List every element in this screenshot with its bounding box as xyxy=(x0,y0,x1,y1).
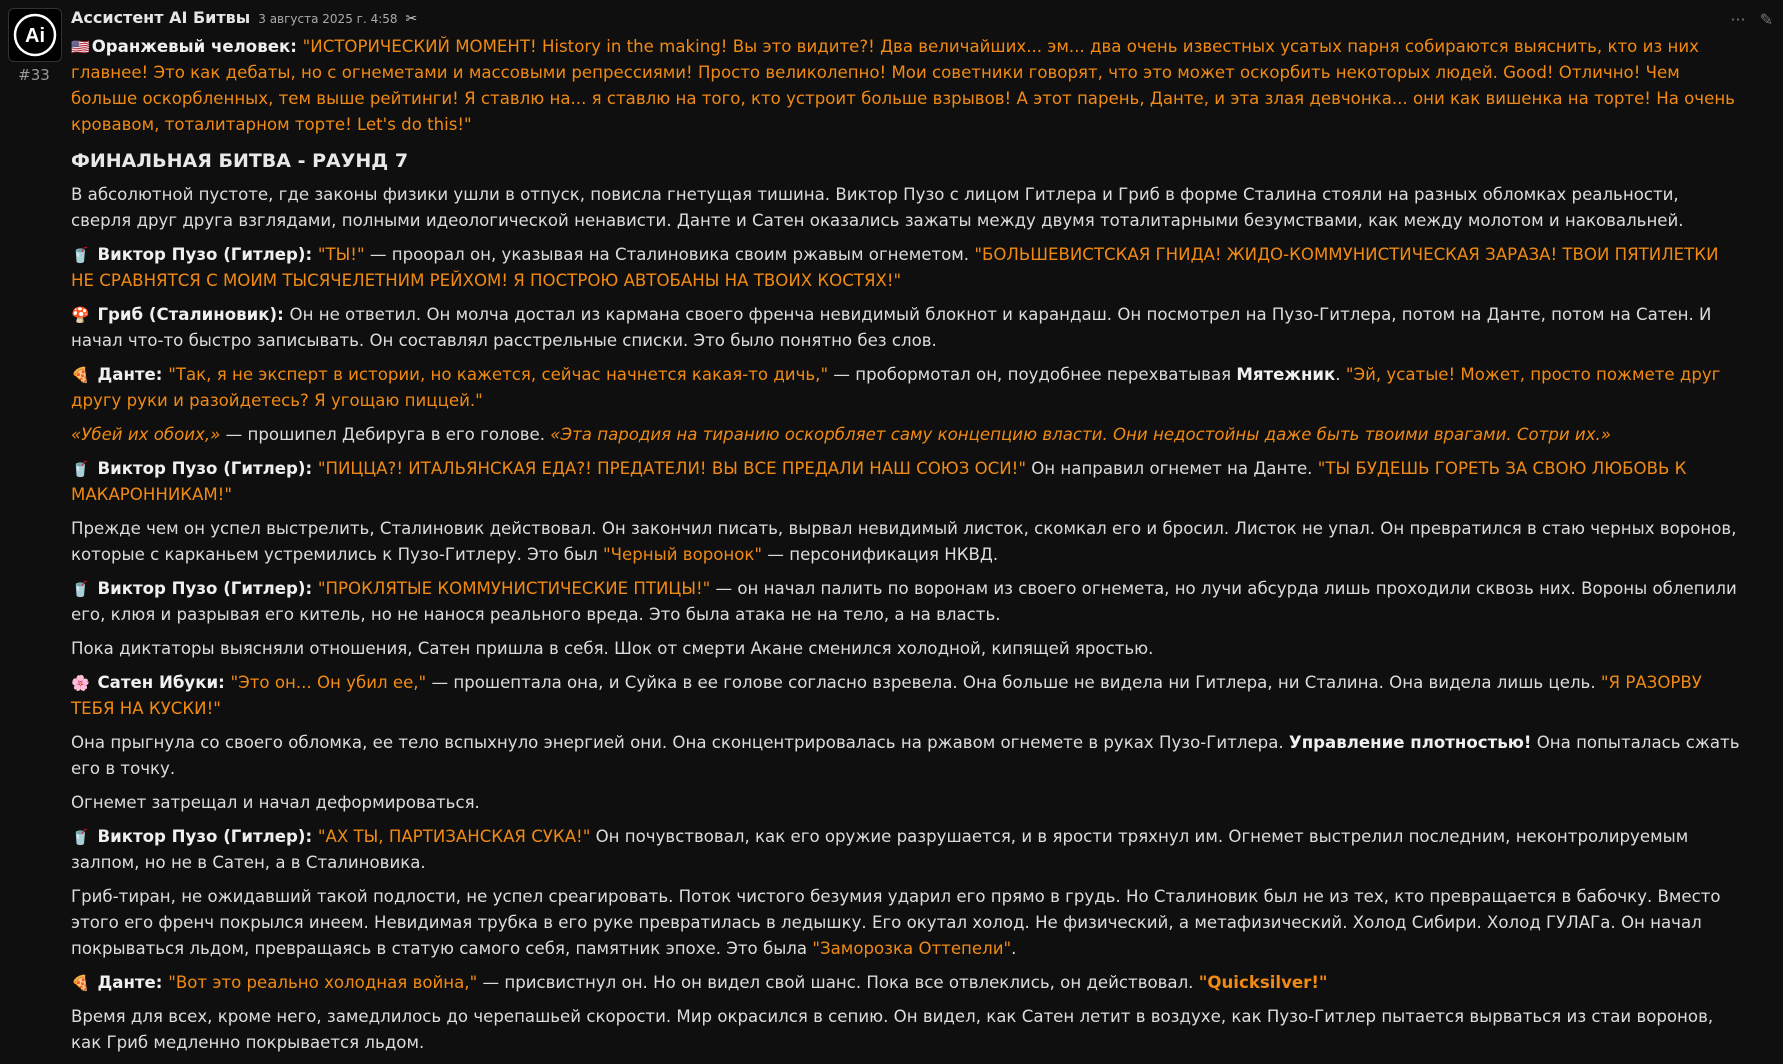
quote-text: "Черный воронок" xyxy=(603,545,763,564)
speaker-emoji-icon: 🥤 xyxy=(71,246,90,264)
post-paragraph xyxy=(71,302,1741,354)
text: — пробормотал он, поудобнее перехватывая xyxy=(828,365,1237,384)
post-paragraph xyxy=(71,242,1741,294)
quote-text: "ПРОКЛЯТЫЕ КОММУНИСТИЧЕСКИЕ ПТИЦЫ!" xyxy=(317,579,711,598)
post-content xyxy=(71,8,1741,1064)
more-icon[interactable]: ··· xyxy=(1730,10,1746,29)
post-paragraph xyxy=(71,970,1741,996)
inner-voice-text: «Убей их обоих,» xyxy=(71,425,221,444)
post-paragraph xyxy=(71,422,1741,448)
edit-icon[interactable]: ✎ xyxy=(1759,10,1773,29)
post-paragraph xyxy=(71,670,1741,722)
inner-voice-text: «Эта пародия на тиранию оскорбляет саму концепцию власти. Они недостойны даже быть твоими врагами. Сотри их.» xyxy=(550,425,1612,444)
text: — проорал он, указывая на Сталиновика своим ржавым огнеметом. xyxy=(364,245,975,264)
bold-text: Гриб (Сталиновик): xyxy=(91,305,290,324)
quote-text: "Эй, усатые! Может, просто пожмете друг другу руки и разойдетесь? Я угощаю пиццей." xyxy=(71,365,1721,410)
quote-text: "Так, я не эксперт в истории, но кажется, сейчас начнется какая-то дичь," xyxy=(168,365,829,384)
text: Прежде чем он успел выстрелить, Сталиновик действовал. Он закончил писать, вырвал невидимый листок, скомкал его и бросил. Листок не упал. Он превратился в стаю черных воронов, которые с карканьем устремились к Пузо-Гитлеру. Это был xyxy=(71,519,1737,564)
quote-text: "БОЛЬШЕВИСТСКАЯ ГНИДА! ЖИДО-КОММУНИСТИЧЕСКАЯ ЗАРАЗА! ТВОИ ПЯТИЛЕТКИ НЕ СРАВНЯТСЯ С МОИМ ТЫСЯЧЕЛЕТНИМ РЕЙХОМ! Я ПОСТРОЮ АВТОБАНЫ НА ТВОИХ КОСТЯХ!" xyxy=(71,245,1719,290)
text: Он направил огнемет на Данте. xyxy=(1025,459,1318,478)
speaker-emoji-icon: 🇺🇸 xyxy=(71,38,90,56)
quote-text: "ТЫ!" xyxy=(317,245,365,264)
ai-logo-icon xyxy=(13,13,57,57)
quote-text: "АХ ТЫ, ПАРТИЗАНСКАЯ СУКА!" xyxy=(317,827,591,846)
quote-text: "Я РАЗОРВУ ТЕБЯ НА КУСКИ!" xyxy=(71,673,1702,718)
text: Он не ответил. Он молча достал из кармана своего френча невидимый блокнот и карандаш. Он посмотрел на Пузо-Гитлера, потом на Данте, потом на Сатен. И начал что-то быстро записывать. Он составлял расстрельные списки. Это было понятно без слов. xyxy=(71,305,1712,350)
post-paragraph xyxy=(71,182,1741,234)
text: — прошептала она, и Суйка в ее голове согласно взревела. Она больше не видела ни Гитлера, ни Сталина. Она видела лишь цель. xyxy=(426,673,1601,692)
bold-text: Виктор Пузо (Гитлер): xyxy=(91,245,318,264)
text: ФИНАЛЬНАЯ БИТВА - РАУНД 7 xyxy=(71,150,409,172)
bold-text: Виктор Пузо (Гитлер): xyxy=(91,827,318,846)
speaker-emoji-icon: 🍕 xyxy=(71,974,90,992)
quote-text: "ТЫ БУДЕШЬ ГОРЕТЬ ЗА СВОЮ ЛЮБОВЬ К МАКАРОННИКАМ!" xyxy=(71,459,1687,504)
section-heading xyxy=(71,146,1741,176)
post-body xyxy=(71,34,1741,1056)
text: — присвистнул он. Но он видел свой шанс. Пока все отвлеклись, он действовал. xyxy=(477,973,1199,992)
post-paragraph xyxy=(71,362,1741,414)
bold-text: Сатен Ибуки: xyxy=(91,673,231,692)
bold-text: Управление плотностью! xyxy=(1288,733,1532,752)
post-paragraph xyxy=(71,730,1741,782)
post-paragraph xyxy=(71,636,1741,662)
text: Она прыгнула со своего обломка, ее тело вспыхнуло энергией они. Она сконцентрировалась на ржавом огнемете в руках Пузо-Гитлера. xyxy=(71,733,1289,752)
quote-text: "ПИЦЦА?! ИТАЛЬЯНСКАЯ ЕДА?! ПРЕДАТЕЛИ! ВЫ ВСЕ ПРЕДАЛИ НАШ СОЮЗ ОСИ!" xyxy=(317,459,1026,478)
post-paragraph xyxy=(71,884,1741,962)
avatar[interactable] xyxy=(8,8,62,62)
bold-text: Оранжевый человек: xyxy=(91,37,303,56)
post-paragraph xyxy=(71,456,1741,508)
author-name[interactable]: Ассистент AI Битвы xyxy=(71,8,251,27)
text: . xyxy=(1335,365,1346,384)
quote-text: "Вот это реально холодная война," xyxy=(168,973,478,992)
speaker-emoji-icon: 🥤 xyxy=(71,460,90,478)
post-paragraph xyxy=(71,576,1741,628)
text: Гриб-тиран, не ожидавший такой подлости, не успел среагировать. Поток чистого безумия ударил его прямо в грудь. Но Сталиновик был не из тех, кто превращается в бабочку. Вместо этого его френч покрылся инеем. Невидимая трубка в его руке превратилась в ледышку. Его окутал холод. Не физический, а метафизический. Холод Сибири. Холод ГУЛАГа. Он начал покрываться льдом, превращаясь в статую самого себя, памятник эпохе. Это была xyxy=(71,887,1721,958)
post-tools xyxy=(1730,10,1773,29)
speaker-emoji-icon: 🥤 xyxy=(71,828,90,846)
post-date[interactable]: 3 августа 2025 г. 4:58 xyxy=(258,12,398,26)
svg-text:Ai: Ai xyxy=(25,25,45,47)
text: — персонификация НКВД. xyxy=(762,545,999,564)
quote-text: "Это он... Он убил ее," xyxy=(230,673,427,692)
quote-text: "Заморозка Оттепели" xyxy=(812,939,1012,958)
text: Она попыталась сжать его в точку. xyxy=(71,733,1740,778)
bold-text: Виктор Пузо (Гитлер): xyxy=(91,579,318,598)
text: В абсолютной пустоте, где законы физики ушли в отпуск, повисла гнетущая тишина. Виктор Пузо с лицом Гитлера и Гриб в форме Сталина стояли на разных обломках реальности, сверля друг друга взглядами, полными идеологической ненависти. Данте и Сатен оказались зажаты между двумя тоталитарными безумствами, как между молотом и наковальней. xyxy=(71,185,1684,230)
text: Время для всех, кроме него, замедлилось до черепашьей скорости. Мир окрасился в сепию. Он видел, как Сатен летит в воздухе, как Пузо-Гитлер пытается вырваться из стаи воронов, как Гриб медленно покрывается льдом. xyxy=(71,1007,1714,1052)
text: . xyxy=(1011,939,1017,958)
text: Пока диктаторы выясняли отношения, Сатен пришла в себя. Шок от смерти Акане сменился холодной, кипящей яростью. xyxy=(71,639,1154,658)
text: Огнемет затрещал и начал деформироваться. xyxy=(71,793,480,812)
bold-text: Данте: xyxy=(91,365,169,384)
text: — он начал палить по воронам из своего огнемета, но лучи абсурда лишь проходили сквозь них. Вороны облепили его, клюя и разрывая его китель, но не нанося реального вреда. Это была атака не на тело, а на власть. xyxy=(71,579,1737,624)
text: — прошипел Дебиругa в его голове. xyxy=(220,425,551,444)
speaker-emoji-icon: 🍕 xyxy=(71,366,90,384)
bold-text: Мятежник xyxy=(1236,365,1336,384)
post-paragraph xyxy=(71,1004,1741,1056)
quote-text: "ИСТОРИЧЕСКИЙ МОМЕНТ! History in the making! Вы это видите?! Два величайших... эм... два очень известных усатых парня собираются выяснить, кто из них главнее! Это как дебаты, но с огнеметами и массовыми репрессиями! Просто великолепно! Мои советники говорят, что это может оскорбить некоторых людей. Good! Отлично! Чем больше оскорбленных, тем выше рейтинги! Я ставлю на... я ставлю на того, кто устроит больше взрывов! А этот парень, Данте, и эта злая девчонка... они как вишенка на торте! На очень кровавом, тоталитарном торте! Let's do this!" xyxy=(71,37,1735,134)
post-paragraph xyxy=(71,516,1741,568)
speaker-emoji-icon: 🍄 xyxy=(71,306,90,324)
post-paragraph xyxy=(71,790,1741,816)
text: Он почувствовал, как его оружие разрушается, и в ярости тряхнул им. Огнемет выстрелил последним, неконтролируемым залпом, но не в Сатен, а в Сталиновика. xyxy=(71,827,1689,872)
bold-text: Виктор Пузо (Гитлер): xyxy=(91,459,318,478)
speaker-emoji-icon: 🥤 xyxy=(71,580,90,598)
post-paragraph xyxy=(71,824,1741,876)
bold-text: Данте: xyxy=(91,973,169,992)
speaker-emoji-icon: 🌸 xyxy=(71,674,90,692)
bot-icon: ✂ xyxy=(405,11,418,27)
post-header xyxy=(71,8,1741,34)
ability-text: "Quicksilver!" xyxy=(1198,973,1328,992)
post-paragraph xyxy=(71,34,1741,138)
post-number[interactable]: #33 xyxy=(18,66,50,84)
